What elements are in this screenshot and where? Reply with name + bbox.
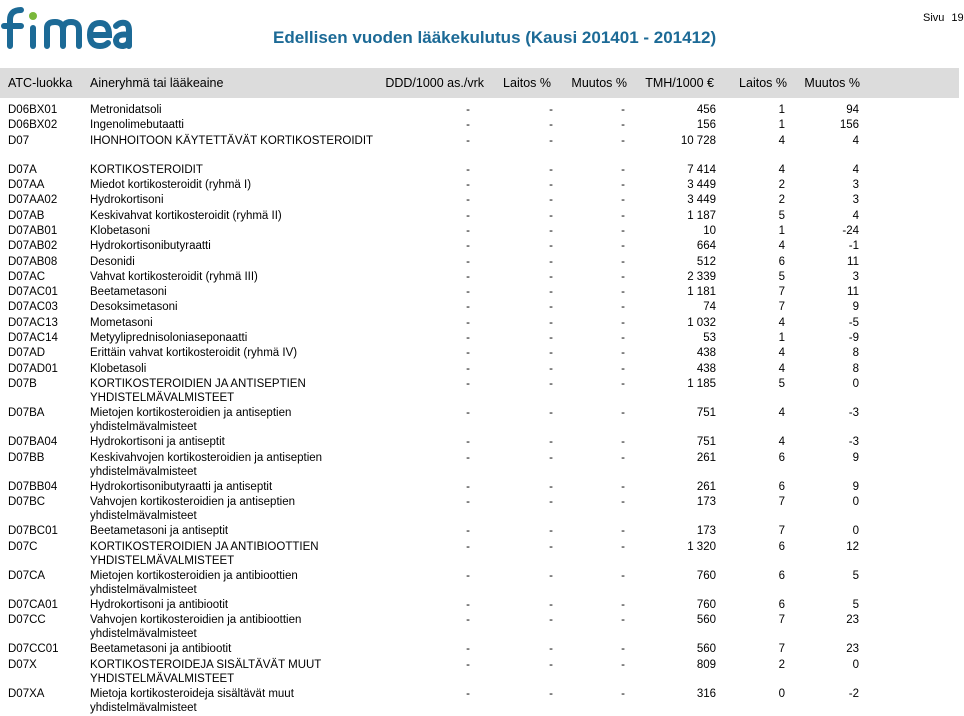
ddd-value: - (466, 480, 470, 493)
laitos-tmh-value: 2 (778, 194, 785, 207)
table-row (0, 346, 959, 361)
laitos-tmh-value: 4 (778, 134, 785, 147)
ddd-value: - (466, 569, 470, 582)
muutos-tmh-value: 94 (846, 104, 859, 116)
laitos-ddd-value: - (549, 377, 553, 390)
muutos-tmh-value: 9 (852, 480, 859, 493)
laitos-tmh-value: 2 (778, 658, 785, 671)
tmh-value: 173 (696, 525, 716, 538)
tmh-value: 74 (703, 301, 716, 314)
table-row (0, 300, 959, 315)
tmh-value: 1 032 (687, 316, 716, 329)
ddd-value: - (466, 362, 470, 375)
tmh-value: 751 (696, 436, 716, 449)
atc-code: D07AD (8, 347, 46, 360)
drug-name: Desonidi (90, 255, 135, 268)
muutos-ddd-value: - (621, 658, 625, 671)
muutos-ddd-value: - (621, 286, 625, 299)
fimea-logo-graphic (2, 4, 130, 50)
fimea-logo (2, 4, 130, 50)
laitos-ddd-value: - (549, 614, 553, 627)
laitos-tmh-value: 6 (778, 540, 785, 553)
muutos-tmh-value: 23 (846, 643, 859, 656)
atc-code: D07CC01 (8, 643, 59, 656)
ddd-value: - (466, 496, 470, 509)
header-muutos-2: Muutos % (804, 76, 860, 90)
tmh-value: 456 (696, 104, 716, 116)
report-title: Edellisen vuoden lääkekulutus (Kausi 201401 - 201412) (273, 28, 717, 47)
laitos-tmh-value: 1 (778, 332, 785, 345)
muutos-ddd-value: - (621, 104, 625, 116)
drug-name: Ingenolimebutaatti (90, 119, 184, 132)
table-row (0, 134, 959, 163)
tmh-value: 664 (696, 240, 716, 253)
muutos-tmh-value: 3 (852, 179, 859, 192)
header-laitos-1: Laitos % (503, 76, 551, 90)
tmh-value: 1 187 (687, 209, 716, 222)
table-row (0, 451, 959, 480)
drug-name: Hydrokortisoni (90, 194, 164, 207)
muutos-ddd-value: - (621, 163, 625, 176)
muutos-ddd-value: - (621, 240, 625, 253)
ddd-value: - (466, 119, 470, 132)
laitos-tmh-value: 6 (778, 569, 785, 582)
laitos-tmh-value: 4 (778, 362, 785, 375)
muutos-tmh-value: 0 (852, 496, 859, 509)
laitos-tmh-value: 6 (778, 480, 785, 493)
atc-code: D06BX02 (8, 119, 58, 132)
laitos-tmh-value: 7 (778, 301, 785, 314)
drug-name: Beetametasoni (90, 286, 167, 299)
atc-code: D07AA (8, 179, 45, 192)
muutos-tmh-value: 0 (852, 658, 859, 671)
laitos-ddd-value: - (549, 598, 553, 611)
atc-code: D07XA (8, 687, 45, 700)
drug-name: Keskivahvat kortikosteroidit (ryhmä II) (90, 209, 282, 222)
muutos-tmh-value: 0 (852, 377, 859, 390)
table-row (0, 285, 959, 300)
laitos-ddd-value: - (549, 194, 553, 207)
ddd-value: - (466, 687, 470, 700)
laitos-ddd-value: - (549, 255, 553, 268)
table-row (0, 239, 959, 254)
tmh-value: 760 (696, 598, 716, 611)
ddd-value: - (466, 407, 470, 420)
drug-name: IHONHOITOON KÄYTETTÄVÄT KORTIKOSTEROIDIT (90, 134, 374, 147)
muutos-tmh-value: -2 (848, 687, 859, 700)
muutos-ddd-value: - (621, 614, 625, 627)
tmh-value: 316 (696, 687, 716, 700)
muutos-tmh-value: -3 (848, 407, 859, 420)
muutos-ddd-value: - (621, 643, 625, 656)
drug-name: Hydrokortisonibutyraatti ja antiseptit (90, 480, 273, 493)
header-muutos-1: Muutos % (571, 76, 627, 90)
drug-name: KORTIKOSTEROIDIT (90, 163, 203, 176)
ddd-value: - (466, 179, 470, 192)
laitos-tmh-value: 4 (778, 436, 785, 449)
laitos-ddd-value: - (549, 286, 553, 299)
tmh-value: 751 (696, 407, 716, 420)
tmh-value: 560 (696, 643, 716, 656)
atc-code: D07AB (8, 209, 45, 222)
laitos-tmh-value: 6 (778, 451, 785, 464)
laitos-ddd-value: - (549, 643, 553, 656)
muutos-ddd-value: - (621, 134, 625, 147)
muutos-tmh-value: 0 (852, 525, 859, 538)
laitos-tmh-value: 4 (778, 316, 785, 329)
drug-name: Vahvojen kortikosteroidien ja antiseptien yhdistelmävalmisteet (90, 496, 295, 523)
ddd-value: - (466, 255, 470, 268)
laitos-tmh-value: 4 (778, 163, 785, 176)
atc-code: D07AA02 (8, 194, 58, 207)
ddd-value: - (466, 224, 470, 237)
tmh-value: 3 449 (687, 179, 716, 192)
table-row (0, 613, 959, 642)
table-row (0, 224, 959, 239)
table-row (0, 103, 959, 118)
header-ddd: DDD/1000 as./vrk (385, 76, 484, 90)
laitos-tmh-value: 2 (778, 179, 785, 192)
muutos-ddd-value: - (621, 569, 625, 582)
drug-name: Vahvat kortikosteroidit (ryhmä III) (90, 270, 258, 283)
drug-name: Beetametasoni ja antibiootit (90, 643, 232, 656)
muutos-tmh-value: 3 (852, 270, 859, 283)
table-row (0, 209, 959, 224)
header-atc: ATC-luokka (8, 76, 73, 90)
muutos-ddd-value: - (621, 179, 625, 192)
ddd-value: - (466, 451, 470, 464)
drug-name: Beetametasoni ja antiseptit (90, 525, 229, 538)
atc-code: D06BX01 (8, 104, 58, 116)
header-laitos-2: Laitos % (739, 76, 787, 90)
laitos-tmh-value: 6 (778, 598, 785, 611)
muutos-ddd-value: - (621, 525, 625, 538)
muutos-ddd-value: - (621, 255, 625, 268)
ddd-value: - (466, 598, 470, 611)
drug-name: Hydrokortisonibutyraatti (90, 240, 211, 253)
laitos-ddd-value: - (549, 240, 553, 253)
ddd-value: - (466, 540, 470, 553)
ddd-value: - (466, 104, 470, 116)
atc-code: D07CC (8, 614, 46, 627)
tmh-value: 438 (696, 362, 716, 375)
atc-code: D07BA04 (8, 436, 58, 449)
muutos-tmh-value: 156 (839, 119, 859, 132)
ddd-value: - (466, 163, 470, 176)
laitos-tmh-value: 1 (778, 104, 785, 116)
muutos-ddd-value: - (621, 194, 625, 207)
laitos-ddd-value: - (549, 119, 553, 132)
atc-code: D07AB01 (8, 224, 58, 237)
ddd-value: - (466, 332, 470, 345)
drug-name: Erittäin vahvat kortikosteroidit (ryhmä IV) (90, 347, 298, 360)
tmh-value: 438 (696, 347, 716, 360)
drug-name: KORTIKOSTEROIDIEN JA ANTISEPTIEN YHDISTELMÄVALMISTEET (90, 377, 306, 404)
atc-code: D07AC14 (8, 332, 58, 345)
table-row (0, 598, 959, 613)
muutos-tmh-value: 5 (852, 598, 859, 611)
muutos-ddd-value: - (621, 540, 625, 553)
drug-name: Keskivahvojen kortikosteroidien ja antiseptien yhdistelmävalmisteet (90, 451, 323, 478)
drug-name: Klobetasoli (90, 362, 147, 375)
tmh-value: 261 (696, 451, 716, 464)
muutos-tmh-value: 12 (846, 540, 859, 553)
drug-name: Metyyliprednisoloniaseponaatti (90, 332, 248, 345)
atc-code: D07BB04 (8, 480, 58, 493)
table-row (0, 642, 959, 657)
atc-code: D07AD01 (8, 362, 58, 375)
tmh-value: 156 (696, 119, 716, 132)
drug-name: KORTIKOSTEROIDIEN JA ANTIBIOOTTIEN YHDISTELMÄVALMISTEET (90, 540, 319, 567)
table-row (0, 687, 959, 716)
table-header (0, 68, 959, 98)
laitos-ddd-value: - (549, 451, 553, 464)
ddd-value: - (466, 286, 470, 299)
ddd-value: - (466, 194, 470, 207)
drug-name: KORTIKOSTEROIDEJA SISÄLTÄVÄT MUUT YHDISTELMÄVALMISTEET (90, 658, 322, 685)
muutos-ddd-value: - (621, 377, 625, 390)
table-row (0, 377, 959, 406)
tmh-value: 7 414 (687, 163, 716, 176)
muutos-ddd-value: - (621, 347, 625, 360)
table-row (0, 569, 959, 598)
atc-code: D07A (8, 163, 37, 176)
atc-code: D07AC01 (8, 286, 58, 299)
laitos-tmh-value: 7 (778, 496, 785, 509)
laitos-ddd-value: - (549, 224, 553, 237)
muutos-tmh-value: 8 (852, 362, 859, 375)
atc-code: D07AC03 (8, 301, 58, 314)
muutos-ddd-value: - (621, 436, 625, 449)
table-row (0, 118, 959, 133)
header-name: Aineryhmä tai lääkeaine (90, 76, 224, 90)
muutos-tmh-value: 5 (852, 569, 859, 582)
laitos-ddd-value: - (549, 658, 553, 671)
atc-code: D07BC (8, 496, 46, 509)
muutos-ddd-value: - (621, 316, 625, 329)
table-row (0, 163, 959, 178)
muutos-tmh-value: -3 (848, 436, 859, 449)
laitos-tmh-value: 4 (778, 347, 785, 360)
laitos-ddd-value: - (549, 362, 553, 375)
tmh-value: 10 728 (680, 134, 716, 147)
table-row (0, 524, 959, 539)
tmh-value: 53 (703, 332, 716, 345)
ddd-value: - (466, 301, 470, 314)
tmh-value: 1 320 (687, 540, 716, 553)
table-row (0, 658, 959, 687)
table-row (0, 480, 959, 495)
table-row (0, 362, 959, 377)
tmh-value: 760 (696, 569, 716, 582)
page-number: 19 (951, 12, 964, 24)
muutos-tmh-value: -1 (848, 240, 859, 253)
table-row (0, 178, 959, 193)
muutos-tmh-value: 4 (852, 209, 859, 222)
laitos-ddd-value: - (549, 270, 553, 283)
atc-code: D07BA (8, 407, 45, 420)
laitos-ddd-value: - (549, 569, 553, 582)
atc-code: D07AB08 (8, 255, 58, 268)
drug-name: Hydrokortisoni ja antiseptit (90, 436, 225, 449)
table-row (0, 270, 959, 285)
muutos-tmh-value: 4 (852, 163, 859, 176)
muutos-tmh-value: 4 (852, 134, 859, 147)
ddd-value: - (466, 316, 470, 329)
tmh-value: 512 (696, 255, 716, 268)
laitos-ddd-value: - (549, 104, 553, 116)
tmh-value: 3 449 (687, 194, 716, 207)
table-row (0, 435, 959, 450)
ddd-value: - (466, 436, 470, 449)
tmh-value: 1 181 (687, 286, 716, 299)
ddd-value: - (466, 347, 470, 360)
atc-code: D07AC (8, 270, 46, 283)
muutos-ddd-value: - (621, 687, 625, 700)
muutos-tmh-value: 23 (846, 614, 859, 627)
atc-code: D07B (8, 377, 37, 390)
table-row (0, 540, 959, 569)
laitos-ddd-value: - (549, 687, 553, 700)
table-row (0, 316, 959, 331)
laitos-tmh-value: 5 (778, 377, 785, 390)
atc-code: D07C (8, 540, 38, 553)
laitos-tmh-value: 1 (778, 119, 785, 132)
laitos-ddd-value: - (549, 209, 553, 222)
ddd-value: - (466, 643, 470, 656)
tmh-value: 10 (703, 224, 716, 237)
muutos-tmh-value: 9 (852, 301, 859, 314)
laitos-ddd-value: - (549, 540, 553, 553)
muutos-tmh-value: 11 (847, 286, 859, 299)
laitos-ddd-value: - (549, 301, 553, 314)
muutos-ddd-value: - (621, 119, 625, 132)
drug-name: Desoksimetasoni (90, 301, 178, 314)
drug-name: Klobetasoni (90, 224, 151, 237)
tmh-value: 809 (696, 658, 716, 671)
laitos-tmh-value: 5 (778, 209, 785, 222)
laitos-tmh-value: 7 (778, 614, 785, 627)
ddd-value: - (466, 270, 470, 283)
laitos-ddd-value: - (549, 407, 553, 420)
muutos-ddd-value: - (621, 332, 625, 345)
laitos-ddd-value: - (549, 480, 553, 493)
atc-code: D07AC13 (8, 316, 58, 329)
drug-name: Metronidatsoli (90, 104, 162, 116)
muutos-ddd-value: - (621, 362, 625, 375)
drug-name: Mietojen kortikosteroidien ja antiseptien yhdistelmävalmisteet (90, 407, 292, 434)
laitos-ddd-value: - (549, 525, 553, 538)
laitos-ddd-value: - (549, 332, 553, 345)
tmh-value: 261 (696, 480, 716, 493)
laitos-tmh-value: 4 (778, 407, 785, 420)
drug-name: Hydrokortisoni ja antibiootit (90, 598, 229, 611)
laitos-tmh-value: 6 (778, 255, 785, 268)
tmh-value: 173 (696, 496, 716, 509)
table-row (0, 255, 959, 270)
atc-code: D07 (8, 134, 30, 147)
table-row (0, 193, 959, 208)
muutos-tmh-value: -9 (848, 332, 859, 345)
laitos-ddd-value: - (549, 347, 553, 360)
muutos-ddd-value: - (621, 224, 625, 237)
ddd-value: - (466, 240, 470, 253)
laitos-tmh-value: 7 (778, 286, 785, 299)
muutos-ddd-value: - (621, 407, 625, 420)
laitos-ddd-value: - (549, 316, 553, 329)
laitos-ddd-value: - (549, 496, 553, 509)
atc-code: D07BC01 (8, 525, 58, 538)
tmh-value: 1 185 (687, 377, 716, 390)
muutos-tmh-value: 11 (847, 255, 859, 268)
page-indicator (923, 12, 964, 24)
table-row (0, 495, 959, 524)
table-body (0, 103, 959, 716)
muutos-tmh-value: 3 (852, 194, 859, 207)
atc-code: D07AB02 (8, 240, 58, 253)
drug-name: Mometasoni (90, 316, 153, 329)
drug-name: Mietojen kortikosteroidien ja antibioottien yhdistelmävalmisteet (90, 569, 298, 596)
header-tmh: TMH/1000 € (645, 76, 714, 90)
muutos-ddd-value: - (621, 209, 625, 222)
ddd-value: - (466, 377, 470, 390)
muutos-tmh-value: -24 (842, 224, 859, 237)
laitos-ddd-value: - (549, 163, 553, 176)
laitos-ddd-value: - (549, 134, 553, 147)
atc-code: D07CA (8, 569, 46, 582)
atc-code: D07CA01 (8, 598, 58, 611)
table-row (0, 331, 959, 346)
laitos-tmh-value: 4 (778, 240, 785, 253)
page-label: Sivu (923, 12, 945, 24)
muutos-ddd-value: - (621, 496, 625, 509)
tmh-value: 2 339 (687, 270, 716, 283)
laitos-tmh-value: 0 (778, 687, 785, 700)
muutos-ddd-value: - (621, 598, 625, 611)
drug-name: Vahvojen kortikosteroidien ja antibioottien yhdistelmävalmisteet (90, 614, 302, 641)
muutos-tmh-value: 8 (852, 347, 859, 360)
laitos-tmh-value: 1 (778, 224, 785, 237)
atc-code: D07X (8, 658, 37, 671)
drug-name: Miedot kortikosteroidit (ryhmä I) (90, 179, 252, 192)
ddd-value: - (466, 134, 470, 147)
ddd-value: - (466, 614, 470, 627)
laitos-tmh-value: 7 (778, 525, 785, 538)
ddd-value: - (466, 658, 470, 671)
ddd-value: - (466, 525, 470, 538)
laitos-tmh-value: 7 (778, 643, 785, 656)
atc-code: D07BB (8, 451, 45, 464)
muutos-ddd-value: - (621, 301, 625, 314)
muutos-tmh-value: -5 (848, 316, 859, 329)
drug-name: Mietoja kortikosteroideja sisältävät muut yhdistelmävalmisteet (90, 687, 294, 714)
table-row (0, 406, 959, 435)
laitos-tmh-value: 5 (778, 270, 785, 283)
tmh-value: 560 (696, 614, 716, 627)
muutos-ddd-value: - (621, 451, 625, 464)
muutos-tmh-value: 9 (852, 451, 859, 464)
laitos-ddd-value: - (549, 436, 553, 449)
muutos-ddd-value: - (621, 270, 625, 283)
laitos-ddd-value: - (549, 179, 553, 192)
ddd-value: - (466, 209, 470, 222)
muutos-ddd-value: - (621, 480, 625, 493)
